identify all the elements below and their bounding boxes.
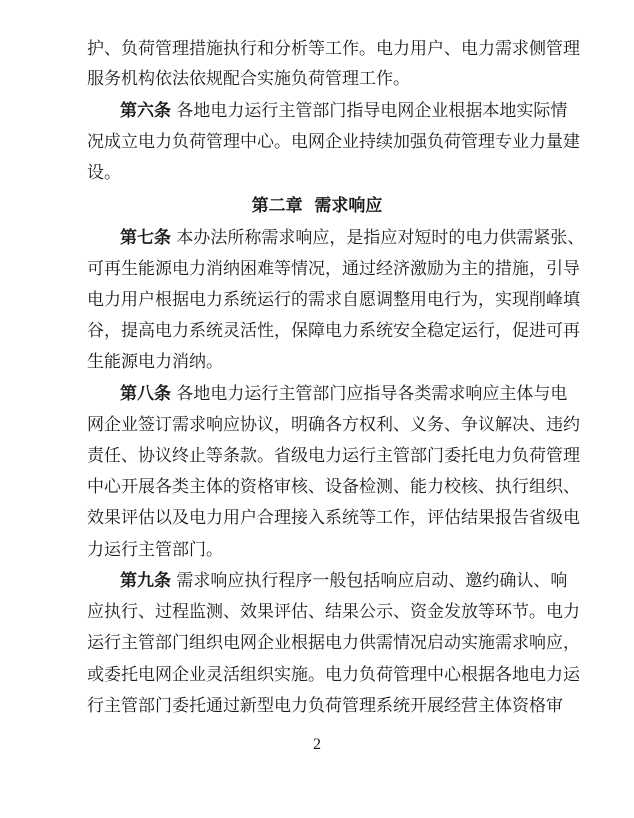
page-number: 2: [313, 736, 321, 753]
article-7-first-line: [120, 223, 585, 253]
paragraph-line: 电力用户根据电力系统运行的需求自愿调整用电行为，实现削峰填: [87, 290, 580, 310]
article-6-title: 第六条: [120, 101, 171, 121]
paragraph-line: 况成立电力负荷管理中心。电网企业持续加强负荷管理专业力量建: [87, 132, 580, 152]
article-9-text: 需求响应执行程序一般包括响应启动、邀约确认、响: [171, 571, 568, 591]
article-7-text: 本办法所称需求响应，是指应对短时的电力供需紧张、: [171, 228, 585, 248]
paragraph-line: 可再生能源电力消纳困难等情况，通过经济激励为主的措施，引导: [87, 259, 580, 279]
paragraph-line: 或委托电网企业灵活组织实施。电力负荷管理中心根据各地电力运: [87, 665, 580, 685]
paragraph-line: 网企业签订需求响应协议，明确各方权利、义务、争议解决、违约: [87, 415, 580, 435]
paragraph-line: 设。: [87, 163, 121, 183]
paragraph-line: 中心开展各类主体的资格审核、设备检测、能力校核、执行组织、: [87, 477, 580, 497]
article-6-text: 各地电力运行主管部门指导电网企业根据本地实际情: [171, 101, 568, 121]
paragraph-line: 行主管部门委托通过新型电力负荷管理系统开展经营主体资格审: [87, 696, 563, 716]
article-8-first-line: [120, 379, 568, 409]
paragraph-line: 应执行、过程监测、效果评估、结果公示、资金发放等环节。电力: [87, 602, 580, 622]
paragraph-line: 责任、协议终止等条款。省级电力运行主管部门委托电力负荷管理: [87, 446, 580, 466]
article-9-first-line: [120, 566, 568, 596]
paragraph-line: 护、负荷管理措施执行和分析等工作。电力用户、电力需求侧管理: [87, 39, 580, 59]
article-6-first-line: [120, 96, 568, 126]
paragraph-line: 运行主管部门组织电网企业根据电力供需情况启动实施需求响应，: [87, 633, 580, 653]
chapter-heading: 第二章 需求响应: [251, 196, 383, 216]
paragraph-line: 效果评估以及电力用户合理接入系统等工作，评估结果报告省级电: [87, 508, 580, 528]
article-8-title: 第八条: [120, 384, 171, 404]
article-7-title: 第七条: [120, 228, 171, 248]
paragraph-line: 谷，提高电力系统灵活性，保障电力系统安全稳定运行，促进可再: [87, 321, 580, 341]
article-8-text: 各地电力运行主管部门应指导各类需求响应主体与电: [171, 384, 568, 404]
paragraph-line: 生能源电力消纳。: [87, 352, 223, 372]
paragraph-line: 服务机构依法依规配合实施负荷管理工作。: [87, 69, 410, 89]
article-9-title: 第九条: [120, 571, 171, 591]
paragraph-line: 力运行主管部门。: [87, 540, 223, 560]
